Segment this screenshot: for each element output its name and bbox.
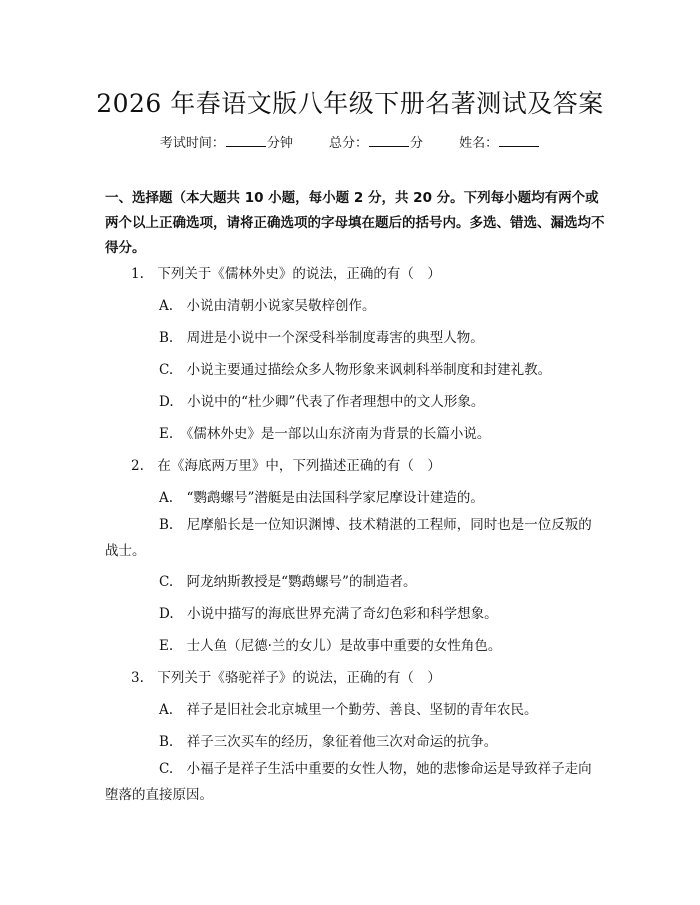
total-score-field — [329, 132, 423, 151]
question-2-option-b: B. 尼摩船长是一位知识渊博、技术精湛的工程师，同时也是一位反叛的战士。 — [105, 517, 592, 559]
question-1-option-d: D. 小说中的“杜少卿”代表了作者理想中的文人形象。 — [159, 394, 485, 410]
question-1-option-e: E. 《儒林外史》是一部以山东济南为背景的长篇小说。 — [159, 426, 491, 442]
question-2-option-a: A. “鹦鹉螺号”潜艇是由法国科学家尼摩设计建造的。 — [159, 490, 484, 506]
question-1-option-b: B. 周进是小说中一个深受科举制度毒害的典型人物。 — [159, 330, 484, 346]
question-2-option-d: D. 小说中描写的海底世界充满了奇幻色彩和科学想象。 — [159, 606, 498, 622]
total-score-label: 总分： — [328, 136, 368, 151]
question-3-option-b: B. 祥子三次买车的经历，象征着他三次对命运的抗争。 — [159, 734, 498, 750]
question-1-stem: 1. 下列关于《儒林外史》的说法，正确的有（ ） — [131, 266, 441, 282]
total-score-blank — [369, 134, 409, 147]
exam-time-label: 考试时间： — [159, 136, 225, 151]
question-1-option-c: C. 小说主要通过描绘众多人物形象来讽刺科举制度和封建礼教。 — [159, 362, 552, 378]
question-3-option-a: A. 祥子是旧社会北京城里一个勤劳、善良、坚韧的青年农民。 — [159, 702, 538, 718]
student-name-label: 姓名： — [459, 136, 499, 151]
exam-time-blank — [226, 134, 266, 147]
student-name-blank — [499, 134, 539, 147]
question-2-stem: 2. 在《海底两万里》中，下列描述正确的有（ ） — [131, 458, 441, 474]
exam-time-unit: 分钟 — [266, 136, 293, 151]
total-score-unit: 分 — [410, 136, 424, 151]
question-3-stem: 3. 下列关于《骆驼祥子》的说法，正确的有（ ） — [131, 670, 441, 686]
question-2-option-c: C. 阿龙纳斯教授是“鹦鹉螺号”的制造者。 — [159, 574, 417, 590]
section-instruction: 一、选择题（本大题共 10 小题，每小题 2 分，共 20 分。下列每小题均有两个或两个以上正确选项，请将正确选项的字母填在题后的括号内。多选、错选、漏选均不得分。 — [105, 190, 605, 256]
question-2-option-e: E. 士人鱼（尼德·兰的女儿）是故事中重要的女性角色。 — [159, 638, 502, 654]
question-3-option-c: C. 小福子是祥子生活中重要的女性人物，她的悲惨命运是导致祥子走向堕落的直接原因。 — [105, 761, 592, 803]
exam-info-line — [0, 132, 700, 151]
question-1-option-a: A. 小说由清朝小说家吴敬梓创作。 — [159, 298, 376, 314]
exam-time-field — [160, 132, 293, 151]
document-title: 2026 年春语文版八年级下册名著测试及答案 — [96, 89, 604, 118]
student-name-field — [459, 132, 540, 151]
